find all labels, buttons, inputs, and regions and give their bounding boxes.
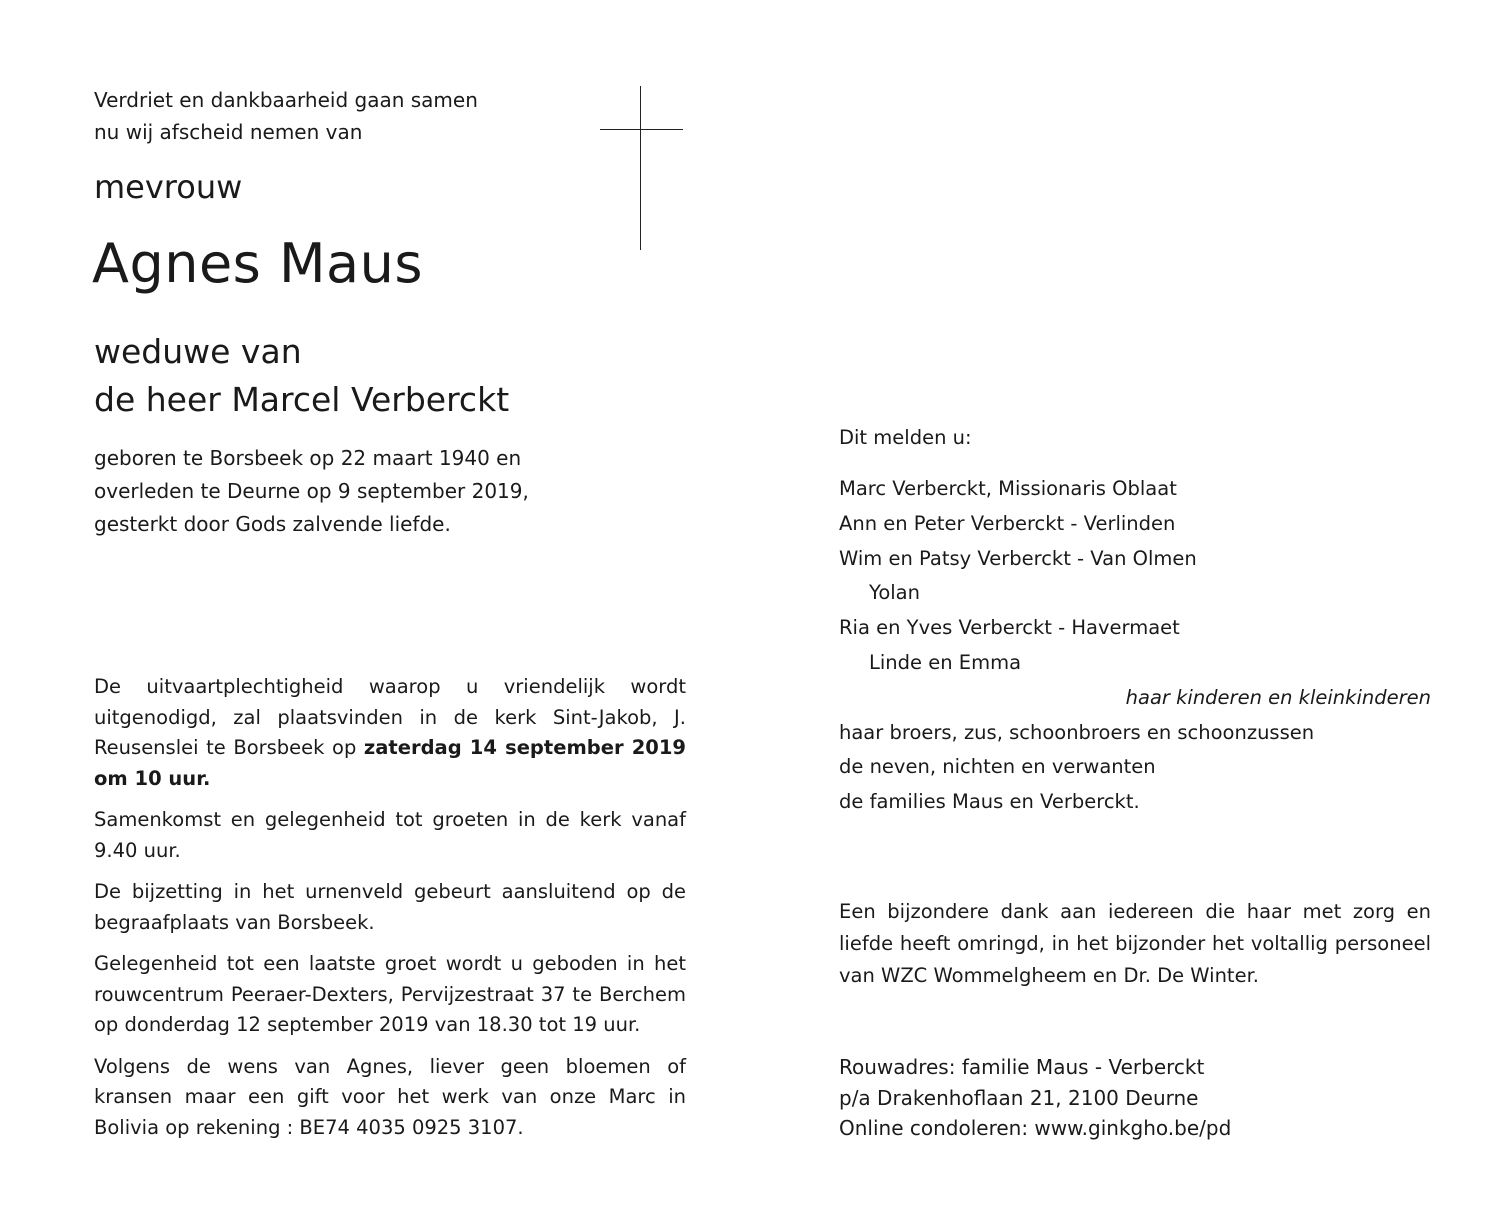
widow-line: de heer Marcel Verberckt (94, 380, 510, 419)
cross-icon (640, 86, 641, 250)
funeral-datetime: zaterdag 14 september 2019 om 10 uur. (94, 736, 686, 790)
family-member: Ann en Peter Verberckt - Verlinden (839, 511, 1176, 535)
blessing-line: gesterkt door Gods zalvende liefde. (94, 512, 451, 536)
family-member: Wim en Patsy Verberckt - Van Olmen (839, 546, 1197, 570)
announce-intro: Dit melden u: (839, 426, 972, 449)
grandchild: Yolan (869, 581, 920, 605)
relatives: haar broers, zus, schoonbroers en schoonzussen (839, 720, 1315, 744)
intro-text (94, 84, 478, 148)
relatives: de neven, nichten en verwanten (839, 755, 1156, 779)
mourning-address (839, 1052, 1231, 1144)
intro-line: Verdriet en dankbaarheid gaan samen (94, 88, 478, 112)
widow-line: weduwe van (94, 332, 302, 371)
farewell-paragraph: Gelegenheid tot een laatste groet wordt u geboden in het rouwcentrum Peeraer-Dexters, Pervijzestraat 37 te Berchem op donderdag 12 september 2019 van 18.30 tot 19 uur. (94, 952, 686, 1036)
cross-icon-bar (600, 129, 683, 130)
funeral-paragraph (94, 672, 686, 794)
funeral-text: De uitvaartplechtigheid waarop u vriendelijk wordt uitgenodigd, zal plaatsvinden in de kerk Sint-Jakob, J. Reusenslei te Borsbeek op (94, 675, 686, 759)
widow-info (94, 328, 509, 424)
grandchild: Linde en Emma (869, 650, 1022, 674)
condolence-link: Online condoleren: www.ginkgho.be/pd (839, 1116, 1232, 1140)
donation-paragraph: Volgens de wens van Agnes, liever geen bloemen of kransen maar een gift voor het werk van onze Marc in Bolivia op rekening : BE74 4035 0925 3107. (94, 1054, 686, 1139)
address-line: p/a Drakenhoflaan 21, 2100 Deurne (839, 1085, 1199, 1110)
thanks-paragraph: Een bijzondere dank aan iedereen die haar met zorg en liefde heeft omringd, in het bijzonder het voltallig personeel van WZC Wommelgheem en Dr. De Winter. (839, 900, 1431, 987)
family-caption: haar kinderen en kleinkinderen (1125, 685, 1431, 709)
birth-line: geboren te Borsbeek op 22 maart 1940 en (94, 446, 522, 470)
relatives: de families Maus en Verberckt. (839, 790, 1140, 814)
ceremony-details (94, 672, 686, 1154)
death-line: overleden te Deurne op 9 september 2019, (94, 479, 529, 503)
address-line: Rouwadres: familie Maus - Verberckt (839, 1055, 1205, 1079)
burial-paragraph: De bijzetting in het urnenveld gebeurt aansluitend op de begraafplaats van Borsbeek. (94, 880, 686, 934)
family-member: Ria en Yves Verberckt - Havermaet (839, 616, 1180, 640)
family-member: Marc Verberckt, Missionaris Oblaat (839, 477, 1177, 500)
birth-death-info (94, 442, 529, 541)
family-list (839, 472, 1431, 820)
honorific-title: mevrouw (94, 168, 243, 206)
deceased-name: Agnes Maus (92, 232, 424, 295)
intro-line: nu wij afscheid nemen van (94, 120, 363, 144)
gathering-paragraph: Samenkomst en gelegenheid tot groeten in de kerk vanaf 9.40 uur. (94, 808, 686, 862)
